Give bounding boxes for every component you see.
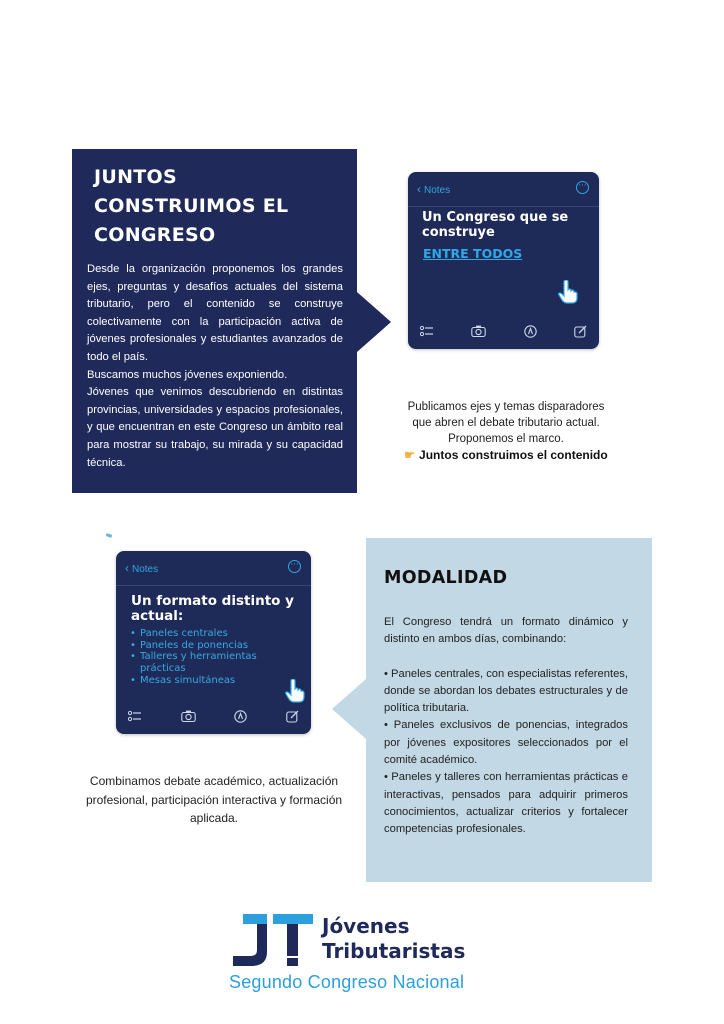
compose-icon[interactable] [286, 710, 299, 723]
caption-line: Publicamos ejes y temas disparadores [407, 401, 605, 413]
note-link[interactable]: ENTRE TODOS [423, 246, 523, 261]
modalidad-title: MODALIDAD [384, 568, 508, 588]
format-list [130, 628, 290, 687]
modalidad-section-box [366, 538, 652, 882]
spacer [384, 649, 628, 666]
logo-name [322, 914, 465, 964]
logo [229, 910, 499, 1000]
juntos-body [87, 261, 343, 472]
chevron-left-icon: ‹ [417, 182, 421, 196]
caption-combinamos: Combinamos debate académico, actualización profesional, participación interactiva y formación aplicada. [85, 774, 343, 825]
caption-line: que abren el debate tributario actual. [412, 417, 600, 429]
jt-logo-mark [229, 912, 315, 974]
checklist-icon[interactable] [420, 325, 434, 337]
note-card-formato [116, 551, 311, 734]
juntos-box-pointer [357, 292, 391, 352]
caption-publicamos [372, 399, 640, 463]
decorative-mark [106, 533, 113, 538]
chevron-left-icon: ‹ [125, 561, 129, 575]
notes-back-label: Notes [424, 185, 451, 196]
modalidad-bullet: • Paneles y talleres con herramientas prácticas e interactivas, pensados para adquirir primeros conocimientos, actualizar criterios y fortalecer competencias profesionales. [384, 771, 628, 836]
list-item: • Paneles centrales [130, 628, 290, 640]
camera-icon[interactable] [471, 325, 486, 337]
caption-highlight-text: Juntos construimos el contenido [419, 448, 608, 462]
note-header-bar [408, 172, 599, 207]
modalidad-bullet: • Paneles centrales, con especialistas referentes, donde se abordan los debates estructurales y de política tributaria. [384, 667, 628, 715]
logo-subtitle: Segundo Congreso Nacional [229, 972, 465, 992]
juntos-paragraph: Desde la organización proponemos los grandes ejes, preguntas y desafíos actuales del sistema tributario, pero el contenido se construye colectivamente con la participación activa de jóvenes profesionales y estudiantes avanzados de todo el país. [87, 263, 343, 363]
modalidad-intro: El Congreso tendrá un formato dinámico y distinto en ambos días, combinando: [384, 616, 628, 646]
list-item: • Paneles de ponencias [130, 640, 290, 652]
list-item: • Talleres y herramientas prácticas [130, 651, 290, 674]
checklist-icon[interactable] [128, 710, 142, 722]
more-options-icon[interactable]: ··· [288, 560, 301, 573]
juntos-title-line: JUNTOS [94, 166, 177, 188]
modalidad-body [384, 614, 628, 839]
notes-back-button[interactable] [125, 561, 158, 575]
pointing-hand-icon: ☛ [404, 448, 416, 462]
modalidad-bullet: • Paneles exclusivos de ponencias, integrados por jóvenes expositores seleccionados por el comité académico. [384, 719, 628, 767]
juntos-title-line: CONGRESO [94, 224, 216, 246]
markup-pen-icon[interactable] [234, 710, 247, 723]
notes-back-button[interactable] [417, 182, 450, 196]
note-card-congreso [408, 172, 599, 349]
modalidad-box-pointer [332, 679, 366, 739]
juntos-paragraph: Jóvenes que venimos descubriendo en distintas provincias, universidades y espacios profesionales, y que encuentran en este Congreso un ámbito real para mostrar su trabajo, su mirada y su capacidad técnica. [87, 386, 343, 469]
markup-pen-icon[interactable] [524, 325, 537, 338]
juntos-title [94, 163, 344, 250]
camera-icon[interactable] [181, 710, 196, 722]
note-header-bar [116, 551, 311, 586]
juntos-paragraph: Buscamos muchos jóvenes exponiendo. [87, 368, 288, 381]
juntos-section-box [72, 149, 357, 493]
pointer-hand-icon [558, 280, 578, 308]
note-heading: Un formato distinto y actual: [131, 593, 294, 624]
note-toolbar [128, 708, 299, 724]
more-options-icon[interactable]: ··· [576, 181, 589, 194]
juntos-title-line: CONSTRUIMOS EL [94, 195, 289, 217]
compose-icon[interactable] [574, 325, 587, 338]
caption-line: Proponemos el marco. [448, 433, 564, 445]
logo-name-line: Jóvenes [322, 914, 410, 938]
list-item: • Mesas simultáneas [130, 675, 290, 687]
logo-name-line: Tributaristas [322, 939, 466, 963]
notes-back-label: Notes [132, 564, 159, 575]
pointer-hand-icon [285, 679, 305, 707]
caption-highlight [372, 447, 640, 463]
note-toolbar [420, 323, 587, 339]
note-heading: Un Congreso que se construye [422, 210, 569, 240]
